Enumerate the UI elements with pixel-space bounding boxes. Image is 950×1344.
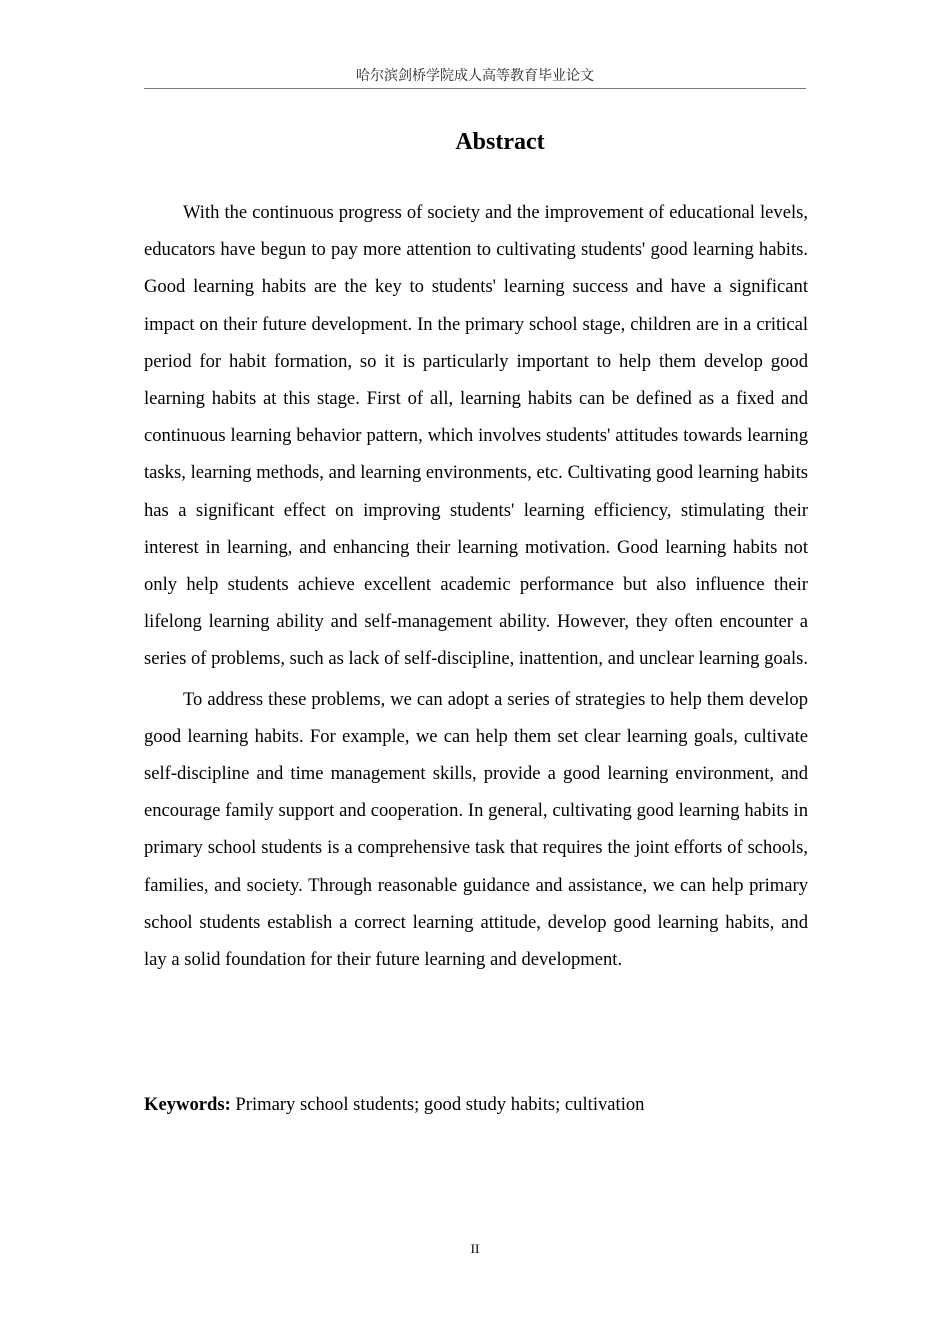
keywords-value: Primary school students; good study habits; cultivation	[235, 1094, 645, 1115]
abstract-paragraph-2: To address these problems, we can adopt a series of strategies to help them develop good learning habits. For example, we can help them set clear learning goals, cultivate self-discipline and time management skills, provide a good learning environment, and encourage family support and cooperation. In general, cultivating good learning habits in primary school students is a comprehensive task that requires the joint efforts of schools, families, and society. Through reasonable guidance and assistance, we can help primary school students establish a correct learning attitude, develop good learning habits, and lay a solid foundation for their future learning and development.	[144, 688, 808, 971]
abstract-title: Abstract	[455, 129, 545, 155]
keywords-line	[144, 1089, 808, 1121]
abstract-body	[144, 194, 808, 978]
keywords-label: Keywords:	[144, 1094, 231, 1115]
page-number: II	[470, 1241, 480, 1256]
running-header-text: 哈尔滨剑桥学院成人高等教育毕业论文	[356, 68, 594, 84]
running-header	[144, 66, 806, 89]
abstract-paragraph-1: With the continuous progress of society and the improvement of educational levels, educators have begun to pay more attention to cultivating students' good learning habits. Good learning habits are the key to students' learning success and have a significant impact on their future development. In the primary school stage, children are in a critical period for habit formation, so it is particularly important to help them develop good learning habits at this stage. First of all, learning habits can be defined as a fixed and continuous learning behavior pattern, which involves students' attitudes towards learning tasks, learning methods, and learning environments, etc. Cultivating good learning habits has a significant effect on improving students' learning efficiency, stimulating their interest in learning, and enhancing their learning motivation. Good learning habits not only help students achieve excellent academic performance but also influence their lifelong learning ability and self-management ability. However, they often encounter a series of problems, such as lack of self-discipline, inattention, and unclear learning goals.	[144, 202, 809, 670]
